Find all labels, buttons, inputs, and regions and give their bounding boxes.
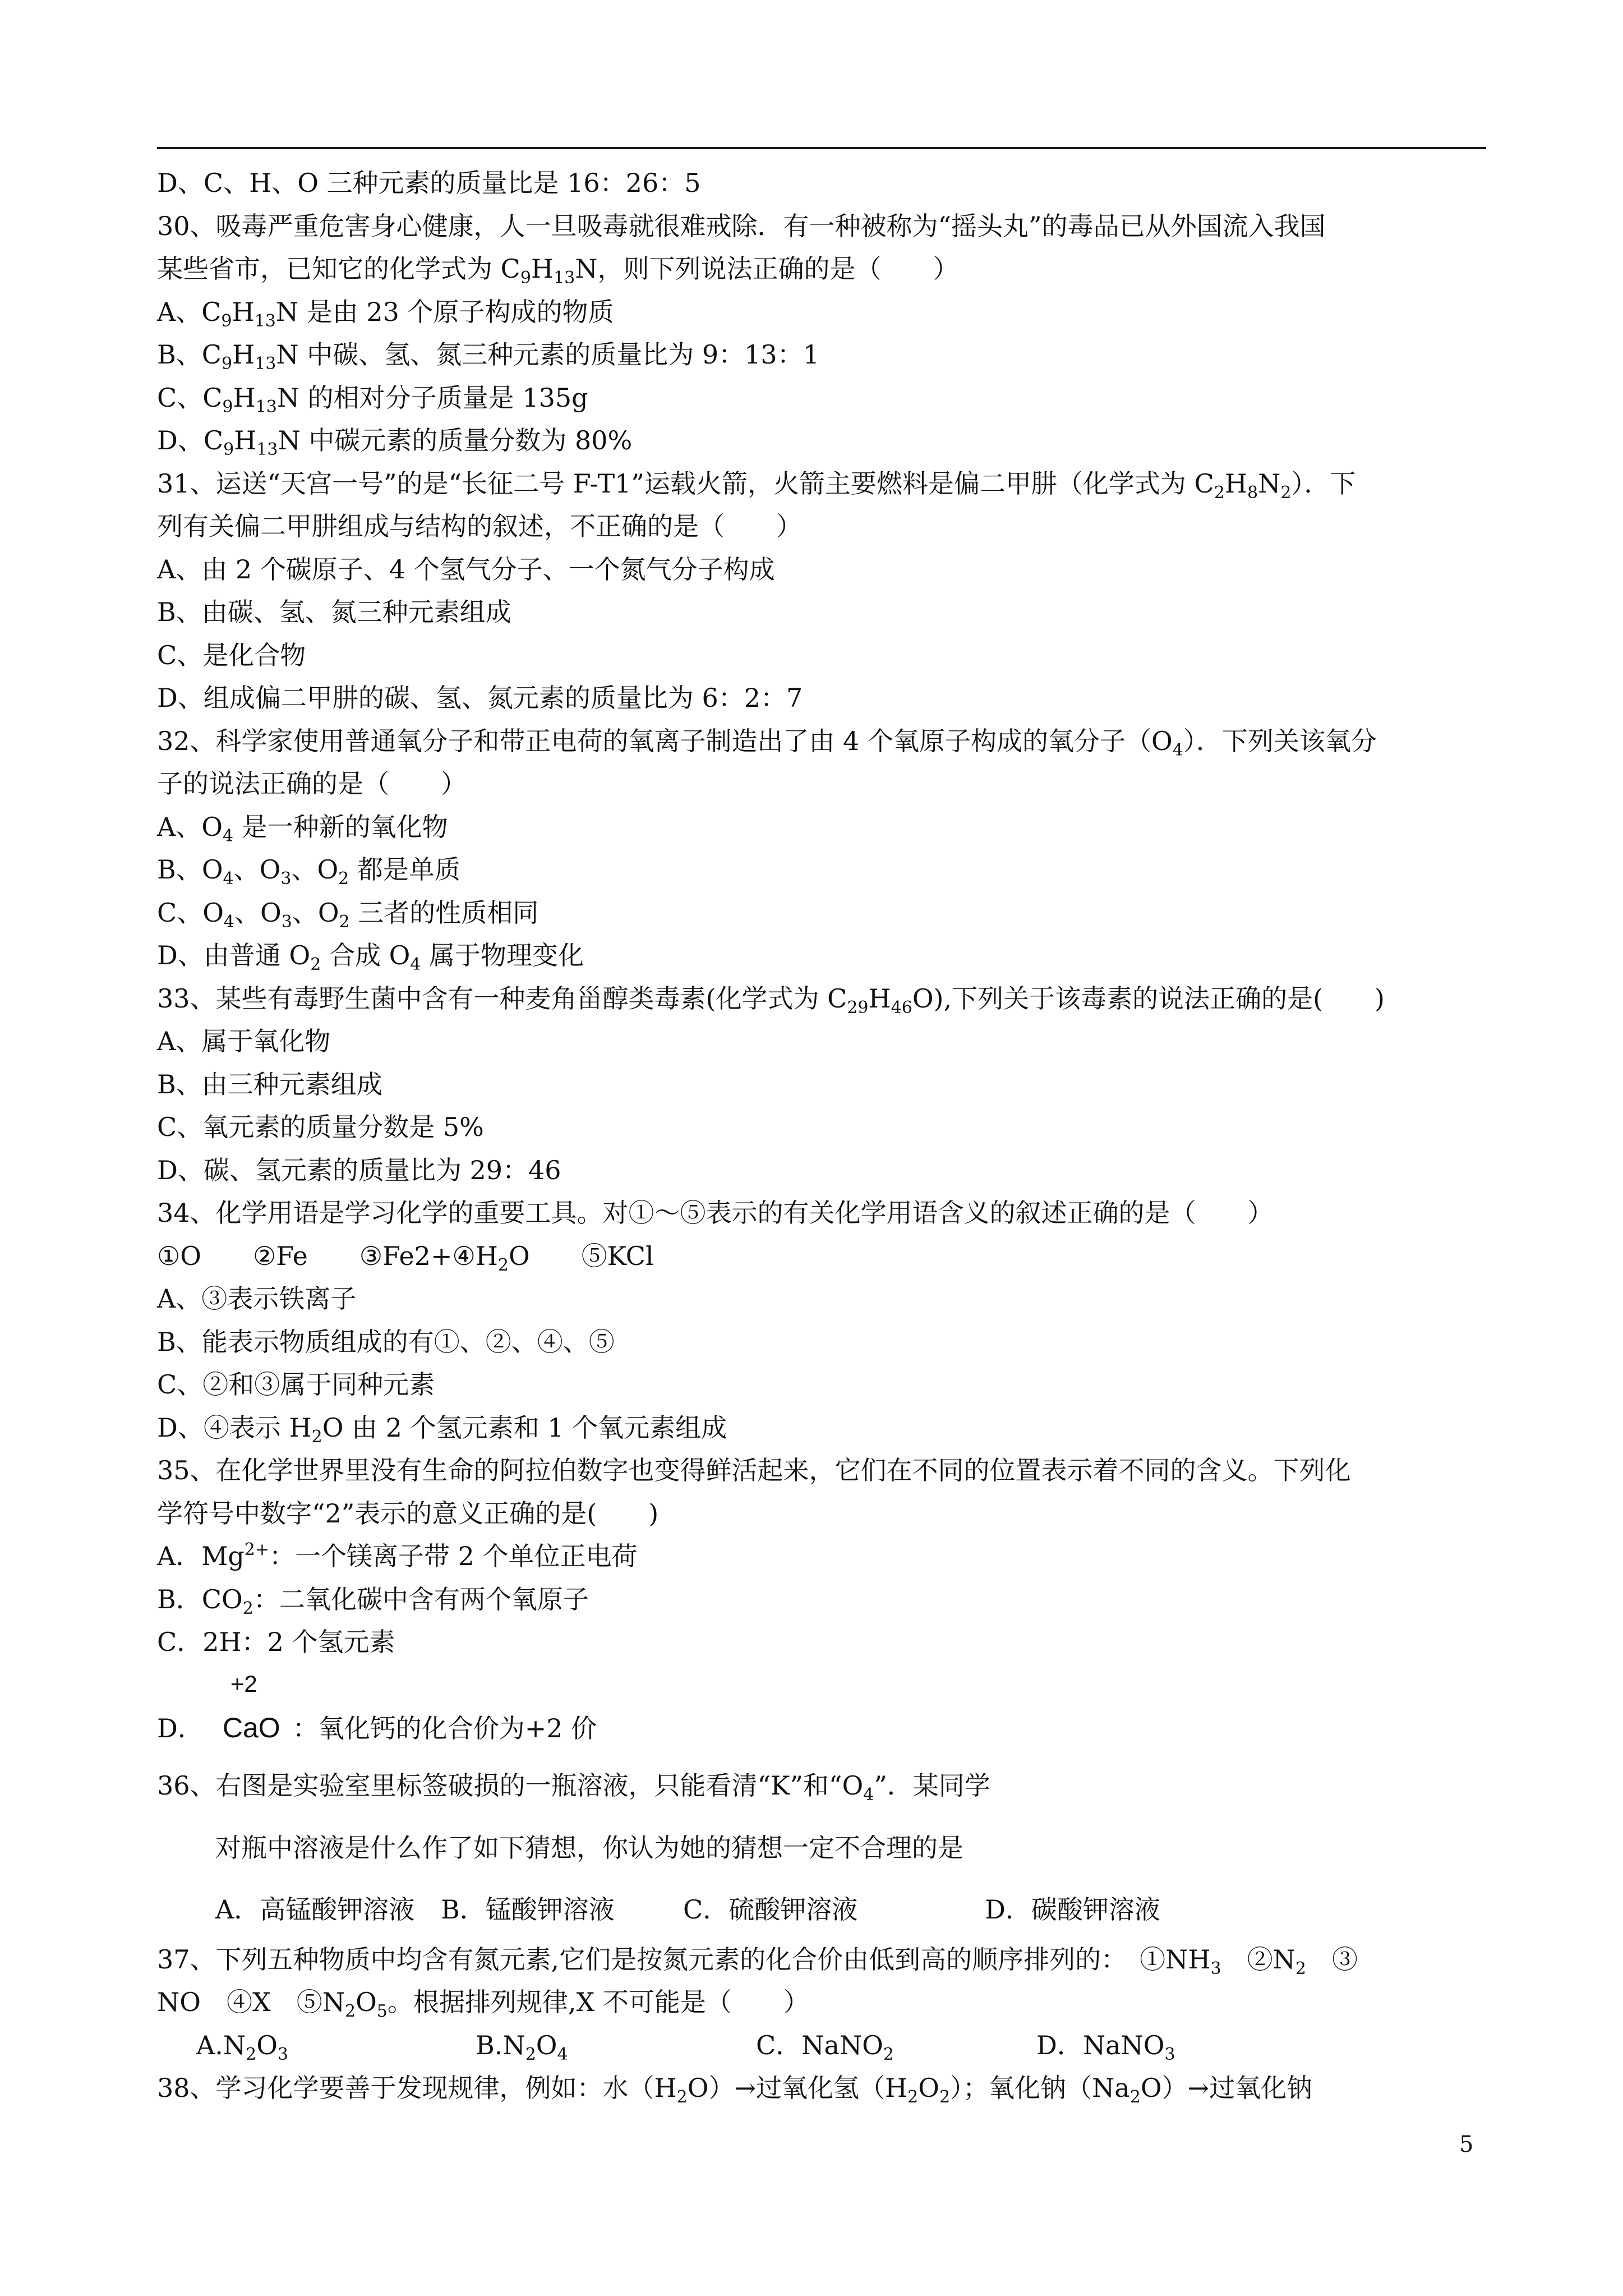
q33-option-b: B、由三种元素组成	[157, 1069, 382, 1099]
q35-option-d: D． +2 CaO ：氧化钙的化合价为+2 价	[157, 1706, 1486, 1750]
q32-option-b: B、$O_4$、$O_3$、$O_2$ 都是单质	[157, 854, 460, 889]
q32-stem-line-2: 子的说法正确的是（ ）	[157, 769, 467, 799]
q32-option-d: D、由普通 $O_2$ 合成 $O_4$ 属于物理变化	[157, 940, 584, 974]
q30-option-b: B、$C_9H_{13}N$ 中碳、氢、氮三种元素的质量比为 9：13：1	[157, 339, 819, 374]
q31-stem-line-1: 31、运送“天宫一号”的是“长征二号 F-T1”运载火箭，火箭主要燃料是偏二甲肼（化学式为 $C_2H_8N_2$）．下	[157, 468, 1356, 503]
q31-option-d: D、组成偏二甲肼的碳、氢、氮元素的质量比为 6：2：7	[157, 683, 803, 713]
q29-option-d: D、C、H、O 三种元素的质量比是 16：26：5	[157, 168, 701, 198]
q30-option-a: A、$C_9H_{13}N$ 是由 23 个原子构成的物质	[157, 296, 614, 331]
q37-option-d: D．NaNO3	[1036, 2030, 1175, 2064]
header-rule	[157, 147, 1486, 149]
q37-option-c: C．NaNO2	[756, 2030, 894, 2064]
q33-stem: 33、某些有毒野生菌中含有一种麦角甾醇类毒素(化学式为 $C_{29}H_{46}O$),下列关于该毒素的说法正确的是( )	[157, 983, 1385, 1018]
q36-option-b: B．锰酸钾溶液	[441, 1894, 615, 1925]
q34-stem: 34、化学用语是学习化学的重要工具。对①～⑤表示的有关化学用语含义的叙述正确的是（ ）	[157, 1198, 1274, 1228]
q37-option-b: B.N2O4	[476, 2030, 568, 2064]
page-body	[157, 162, 1486, 2110]
page-number: 5	[1459, 2132, 1474, 2157]
q31-stem-line-2: 列有关偏二甲肼组成与结构的叙述，不正确的是（ ）	[157, 511, 802, 541]
q35-option-c: C．2H：2 个氢元素	[157, 1627, 395, 1657]
q32-stem-line-1: 32、科学家使用普通氧分子和带正电荷的氧离子制造出了由 4 个氧原子构成的氧分子$(O_4)$．下列关该氧分	[157, 725, 1377, 760]
q30-option-c: C、$C_9H_{13}N$ 的相对分子质量是 135g	[157, 382, 588, 417]
q34-option-b: B、能表示物质组成的有①、②、④、⑤	[157, 1326, 615, 1357]
q36-stem-line-2: 对瓶中溶液是什么作了如下猜想，你认为她的猜想一定不合理的是	[215, 1832, 963, 1863]
q35-option-b: B．$CO_2$：二氧化碳中含有两个氧原子	[157, 1584, 589, 1618]
q36-option-a: A．高锰酸钾溶液	[215, 1894, 415, 1925]
q35-stem-line-1: 35、在化学世界里没有生命的阿拉伯数字也变得鲜活起来，它们在不同的位置表示着不同的含义。下列化	[157, 1455, 1351, 1485]
q35-option-a: A．$Mg^{2+}$：一个镁离子带 2 个单位正电荷	[157, 1540, 638, 1571]
q34-option-c: C、②和③属于同种元素	[157, 1369, 435, 1400]
q36-option-c: C．硫酸钾溶液	[683, 1894, 858, 1925]
q34-option-a: A、③表示铁离子	[157, 1283, 357, 1314]
q32-option-a: A、$O_4$ 是一种新的氧化物	[157, 811, 448, 846]
q36-stem-line-1: 36、右图是实验室里标签破损的一瓶溶液，只能看清“K”和“$O_4$”．某同学	[157, 1770, 990, 1805]
q37-stem-line-1: 37、下列五种物质中均含有氮元素,它们是按氮元素的化合价由低到高的顺序排列的： $①NH_3$ $②N_2$ ③	[157, 1944, 1358, 1978]
q36-options	[157, 1888, 1486, 1931]
calcium-oxide-valence-formula: +2 CaO	[222, 1670, 280, 1743]
q36-option-d: D．碳酸钾溶液	[985, 1894, 1160, 1925]
q32-option-c: C、$O_4$、$O_3$、$O_2$ 三者的性质相同	[157, 897, 539, 932]
q38-stem: 38、学习化学要善于发现规律，例如：水$(H_2O)\to$过氧化氢$(H_2O_2)$；氧化钠$(Na_2O)\to$过氧化钠	[157, 2073, 1313, 2107]
q30-stem-line-1: 30、吸毒严重危害身心健康，人一旦吸毒就很难戒除．有一种被称为“摇头丸”的毒品已从外国流入我国	[157, 210, 1326, 241]
q33-option-d: D、碳、氢元素的质量比为 29：46	[157, 1154, 561, 1185]
q30-option-d: D、$C_9H_{13}N$ 中碳元素的质量分数为 80%	[157, 425, 633, 459]
q31-option-c: C、是化合物	[157, 639, 306, 670]
q33-option-a: A、属于氧化物	[157, 1026, 331, 1056]
q35-stem-line-2: 学符号中数字“2”表示的意义正确的是( )	[157, 1498, 659, 1529]
q34-option-d: D、④表示 $H_2O$ 由 2 个氢元素和 1 个氧元素组成	[157, 1412, 727, 1447]
q37-option-a: A.N2O3	[196, 2030, 288, 2064]
q37-options	[157, 2024, 1486, 2067]
q31-option-b: B、由碳、氢、氮三种元素组成	[157, 597, 511, 627]
q37-stem-line-2: NO ④X $⑤N_2O_5$。根据排列规律,X 不可能是（ ）	[157, 1987, 809, 2021]
q33-option-c: C、氧元素的质量分数是 5%	[157, 1112, 484, 1142]
q30-stem-line-2: 某些省市，已知它的化学式为 $C_9H_{13}N$，则下列说法正确的是（ ）	[157, 254, 959, 288]
q31-option-a: A、由 2 个碳原子、4 个氢气分子、一个氮气分子构成	[157, 554, 775, 585]
q34-items: ①O ②Fe $③Fe2+④H_2O$ ⑤KCl	[157, 1240, 654, 1275]
